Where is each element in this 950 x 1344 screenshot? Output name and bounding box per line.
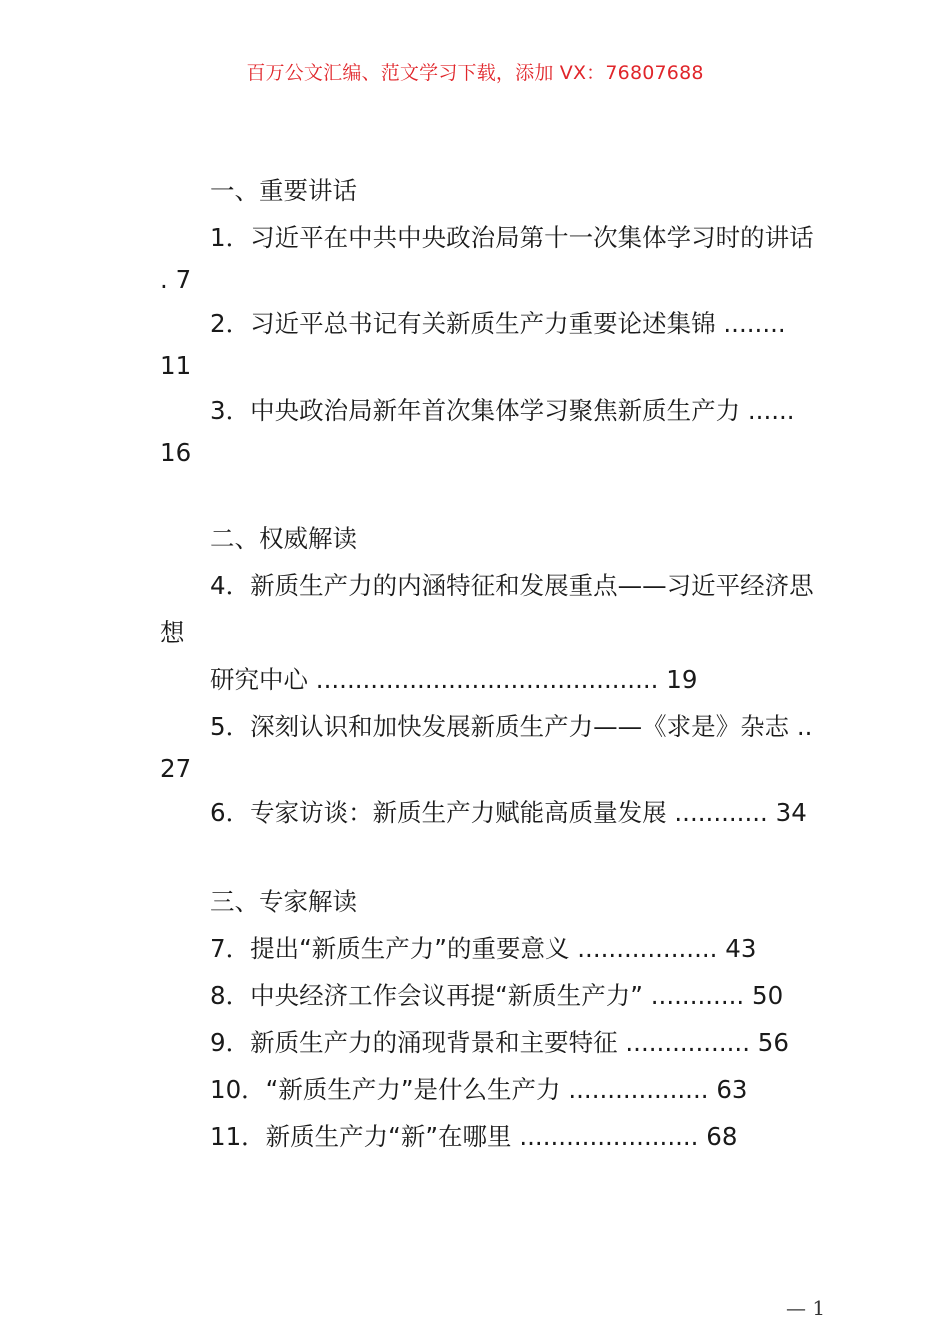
section-heading: 一、重要讲话 — [210, 176, 357, 205]
toc-entry: 2．习近平总书记有关新质生产力重要论述集锦 ........ — [210, 309, 786, 338]
toc-entry-page: 16 — [160, 438, 192, 467]
toc-entry-continuation: 想 — [160, 618, 185, 647]
header-watermark-text: 百万公文汇编、范文学习下载，添加 VX：76807688 — [246, 62, 704, 84]
section-heading: 三、专家解读 — [210, 887, 357, 916]
toc-entry-page: 27 — [160, 754, 192, 783]
toc-entry: 5．深刻认识和加快发展新质生产力——《求是》杂志 .. — [210, 712, 813, 741]
section-heading: 二、权威解读 — [210, 524, 357, 553]
toc-entry: 11．新质生产力“新”在哪里 ....................... 68 — [210, 1122, 738, 1151]
toc-entry: 1．习近平在中共中央政治局第十一次集体学习时的讲话 — [210, 223, 814, 252]
toc-entry-page: 11 — [160, 351, 192, 380]
toc-entry: 10．“新质生产力”是什么生产力 .................. 63 — [210, 1075, 748, 1104]
toc-entry: 3．中央政治局新年首次集体学习聚焦新质生产力 ...... — [210, 396, 795, 425]
toc-entry: 7．提出“新质生产力”的重要意义 .................. 43 — [210, 934, 757, 963]
toc-entry: 8．中央经济工作会议再提“新质生产力” ............ 50 — [210, 981, 784, 1010]
toc-entry: 9．新质生产力的涌现背景和主要特征 ................ 56 — [210, 1028, 789, 1057]
toc-entry: 6．专家访谈：新质生产力赋能高质量发展 ............ 34 — [210, 798, 807, 827]
page-number: — 1 — [786, 1296, 826, 1320]
toc-entry-continuation: 研究中心 ............................................ 19 — [210, 665, 698, 694]
toc-entry-page: . 7 — [160, 265, 192, 294]
toc-entry: 4．新质生产力的内涵特征和发展重点——习近平经济思 — [210, 571, 814, 600]
